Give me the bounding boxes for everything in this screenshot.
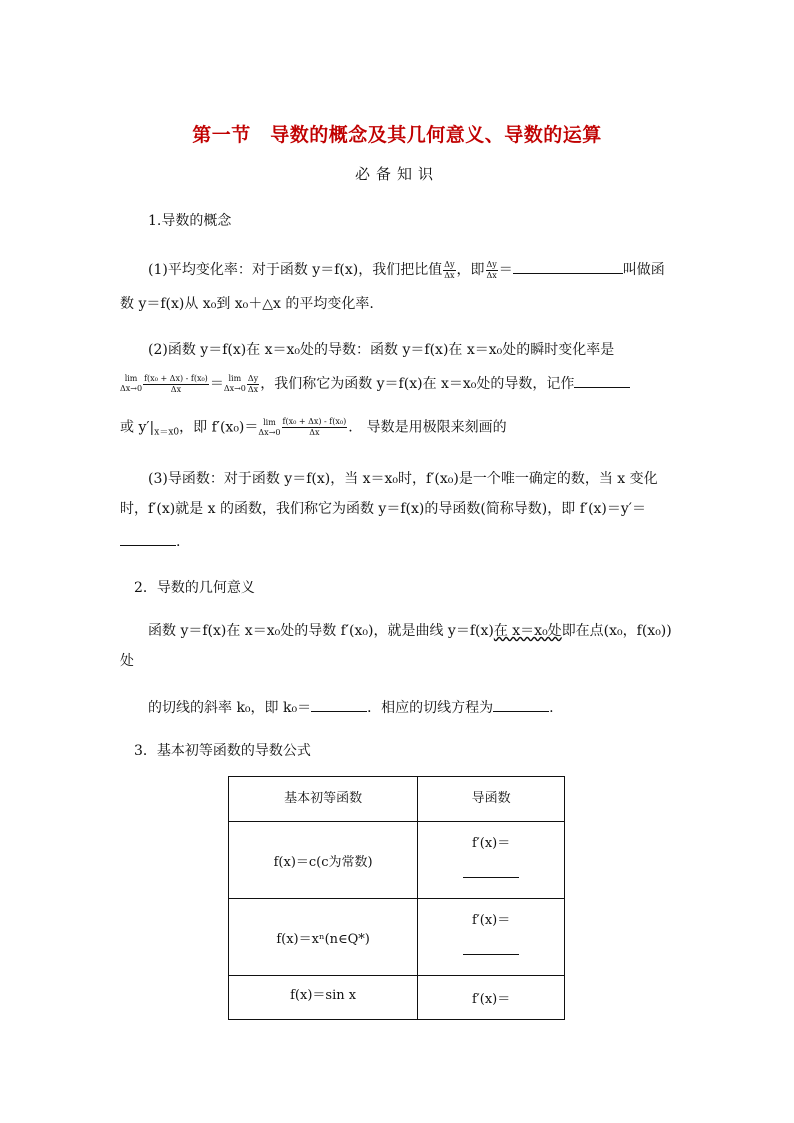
answer-blank[interactable] [574, 372, 630, 388]
paragraph-line: 处 [120, 653, 134, 669]
section-1-heading: 1.导数的概念 [148, 213, 232, 229]
paragraph-line: 数 y＝f(x)从 x₀到 x₀＋△x 的平均变化率. [120, 296, 374, 312]
paragraph-line: lim Δx→0 $\frac{\text{f(x₀ + Δx) - f(x₀)}}{\Delta x}$ ＝ lim Δx→0 $\frac{\Delta y}{\Delta x}$ ，我们称它为函数 y＝f(x)在 x＝x₀处的导数，记作 [120, 372, 630, 395]
table-cell: f′(x)＝ [418, 976, 565, 1020]
fraction-difference-quotient: $\frac{\text{f(x₀ + Δx) - f(x₀)}}{\Delta x}$ [282, 417, 347, 437]
text: ，即 [456, 262, 485, 278]
paragraph-line: . [120, 530, 180, 552]
paragraph-line: 或 $y'|_{x=x0}$，即 f′(x₀)＝ lim Δx→0 $\frac{\text{f(x₀ + Δx) - f(x₀)}}{\Delta x}$ . 导数是用极限来刻画的 [120, 417, 507, 438]
paragraph-average-rate [148, 258, 665, 281]
fraction-dy-dx: $\frac{\Delta y}{\Delta x}$ [444, 259, 455, 280]
answer-blank[interactable] [513, 258, 623, 274]
limit: lim Δx→0 [258, 417, 281, 437]
section-2-heading: 2．导数的几何意义 [134, 580, 255, 596]
table-cell: f′(x)＝ [418, 822, 565, 899]
limit: lim Δx→0 [223, 374, 246, 393]
answer-blank[interactable] [311, 696, 367, 712]
section-3-heading: 3．基本初等函数的导数公式 [134, 743, 311, 759]
table-cell: f(x)＝xⁿ(n∈Q*) [229, 899, 418, 976]
fraction-dy-dx: $\frac{\Delta y}{\Delta x}$ [247, 373, 259, 394]
table-row [229, 822, 565, 899]
answer-blank[interactable] [493, 696, 549, 712]
text: 叫做函 [622, 262, 665, 278]
paragraph-derivative-at-point: (2)函数 y＝f(x)在 x＝x₀处的导数：函数 y＝f(x)在 x＝x₀处的瞬时变化率是 [148, 342, 615, 358]
page-title: 第一节 导数的概念及其几何意义、导数的运算 [192, 124, 602, 146]
table-row [229, 899, 565, 976]
derivative-formula-table [228, 776, 565, 1020]
table-header-row [229, 777, 565, 822]
answer-blank[interactable] [463, 940, 519, 955]
answer-blank[interactable] [463, 863, 519, 878]
table-cell: f′(x)＝ [418, 899, 565, 976]
text: (1)平均变化率：对于函数 y＝f(x)，我们把比值 [148, 262, 443, 278]
table-cell: f(x)＝c(c为常数) [229, 822, 418, 899]
table-cell: f(x)＝sin x [229, 976, 418, 1020]
text: ＝ [498, 262, 513, 278]
fraction-difference-quotient: $\frac{\text{f(x₀ + Δx) - f(x₀)}}{\Delta x}$ [144, 373, 208, 394]
answer-blank[interactable] [120, 530, 176, 546]
paragraph-line: 时，f′(x)就是 x 的函数，我们称它为函数 y＝f(x)的导函数(简称导数)，即 f′(x)＝y′＝ [120, 501, 646, 517]
fraction-dy-dx: $\frac{\Delta y}{\Delta x}$ [486, 259, 497, 280]
table-row [229, 976, 565, 1020]
table-header: 导函数 [418, 777, 565, 822]
section-subtitle: 必备知识 [354, 165, 439, 183]
paragraph-line: 的切线的斜率 k₀，即 k₀＝ ．相应的切线方程为 . [148, 696, 554, 718]
limit: lim Δx→0 [120, 374, 143, 393]
paragraph-geometric-meaning: 函数 y＝f(x)在 x＝x₀处的导数 f′(x₀)，就是曲线 y＝f(x)在 x＝x₀处即在点(x₀，f(x₀)) [148, 623, 672, 639]
paragraph-derivative-function: (3)导函数：对于函数 y＝f(x)，当 x＝x₀时，f′(x₀)是一个唯一确定的数，当 x 变化 [148, 471, 658, 487]
table-header: 基本初等函数 [229, 777, 418, 822]
